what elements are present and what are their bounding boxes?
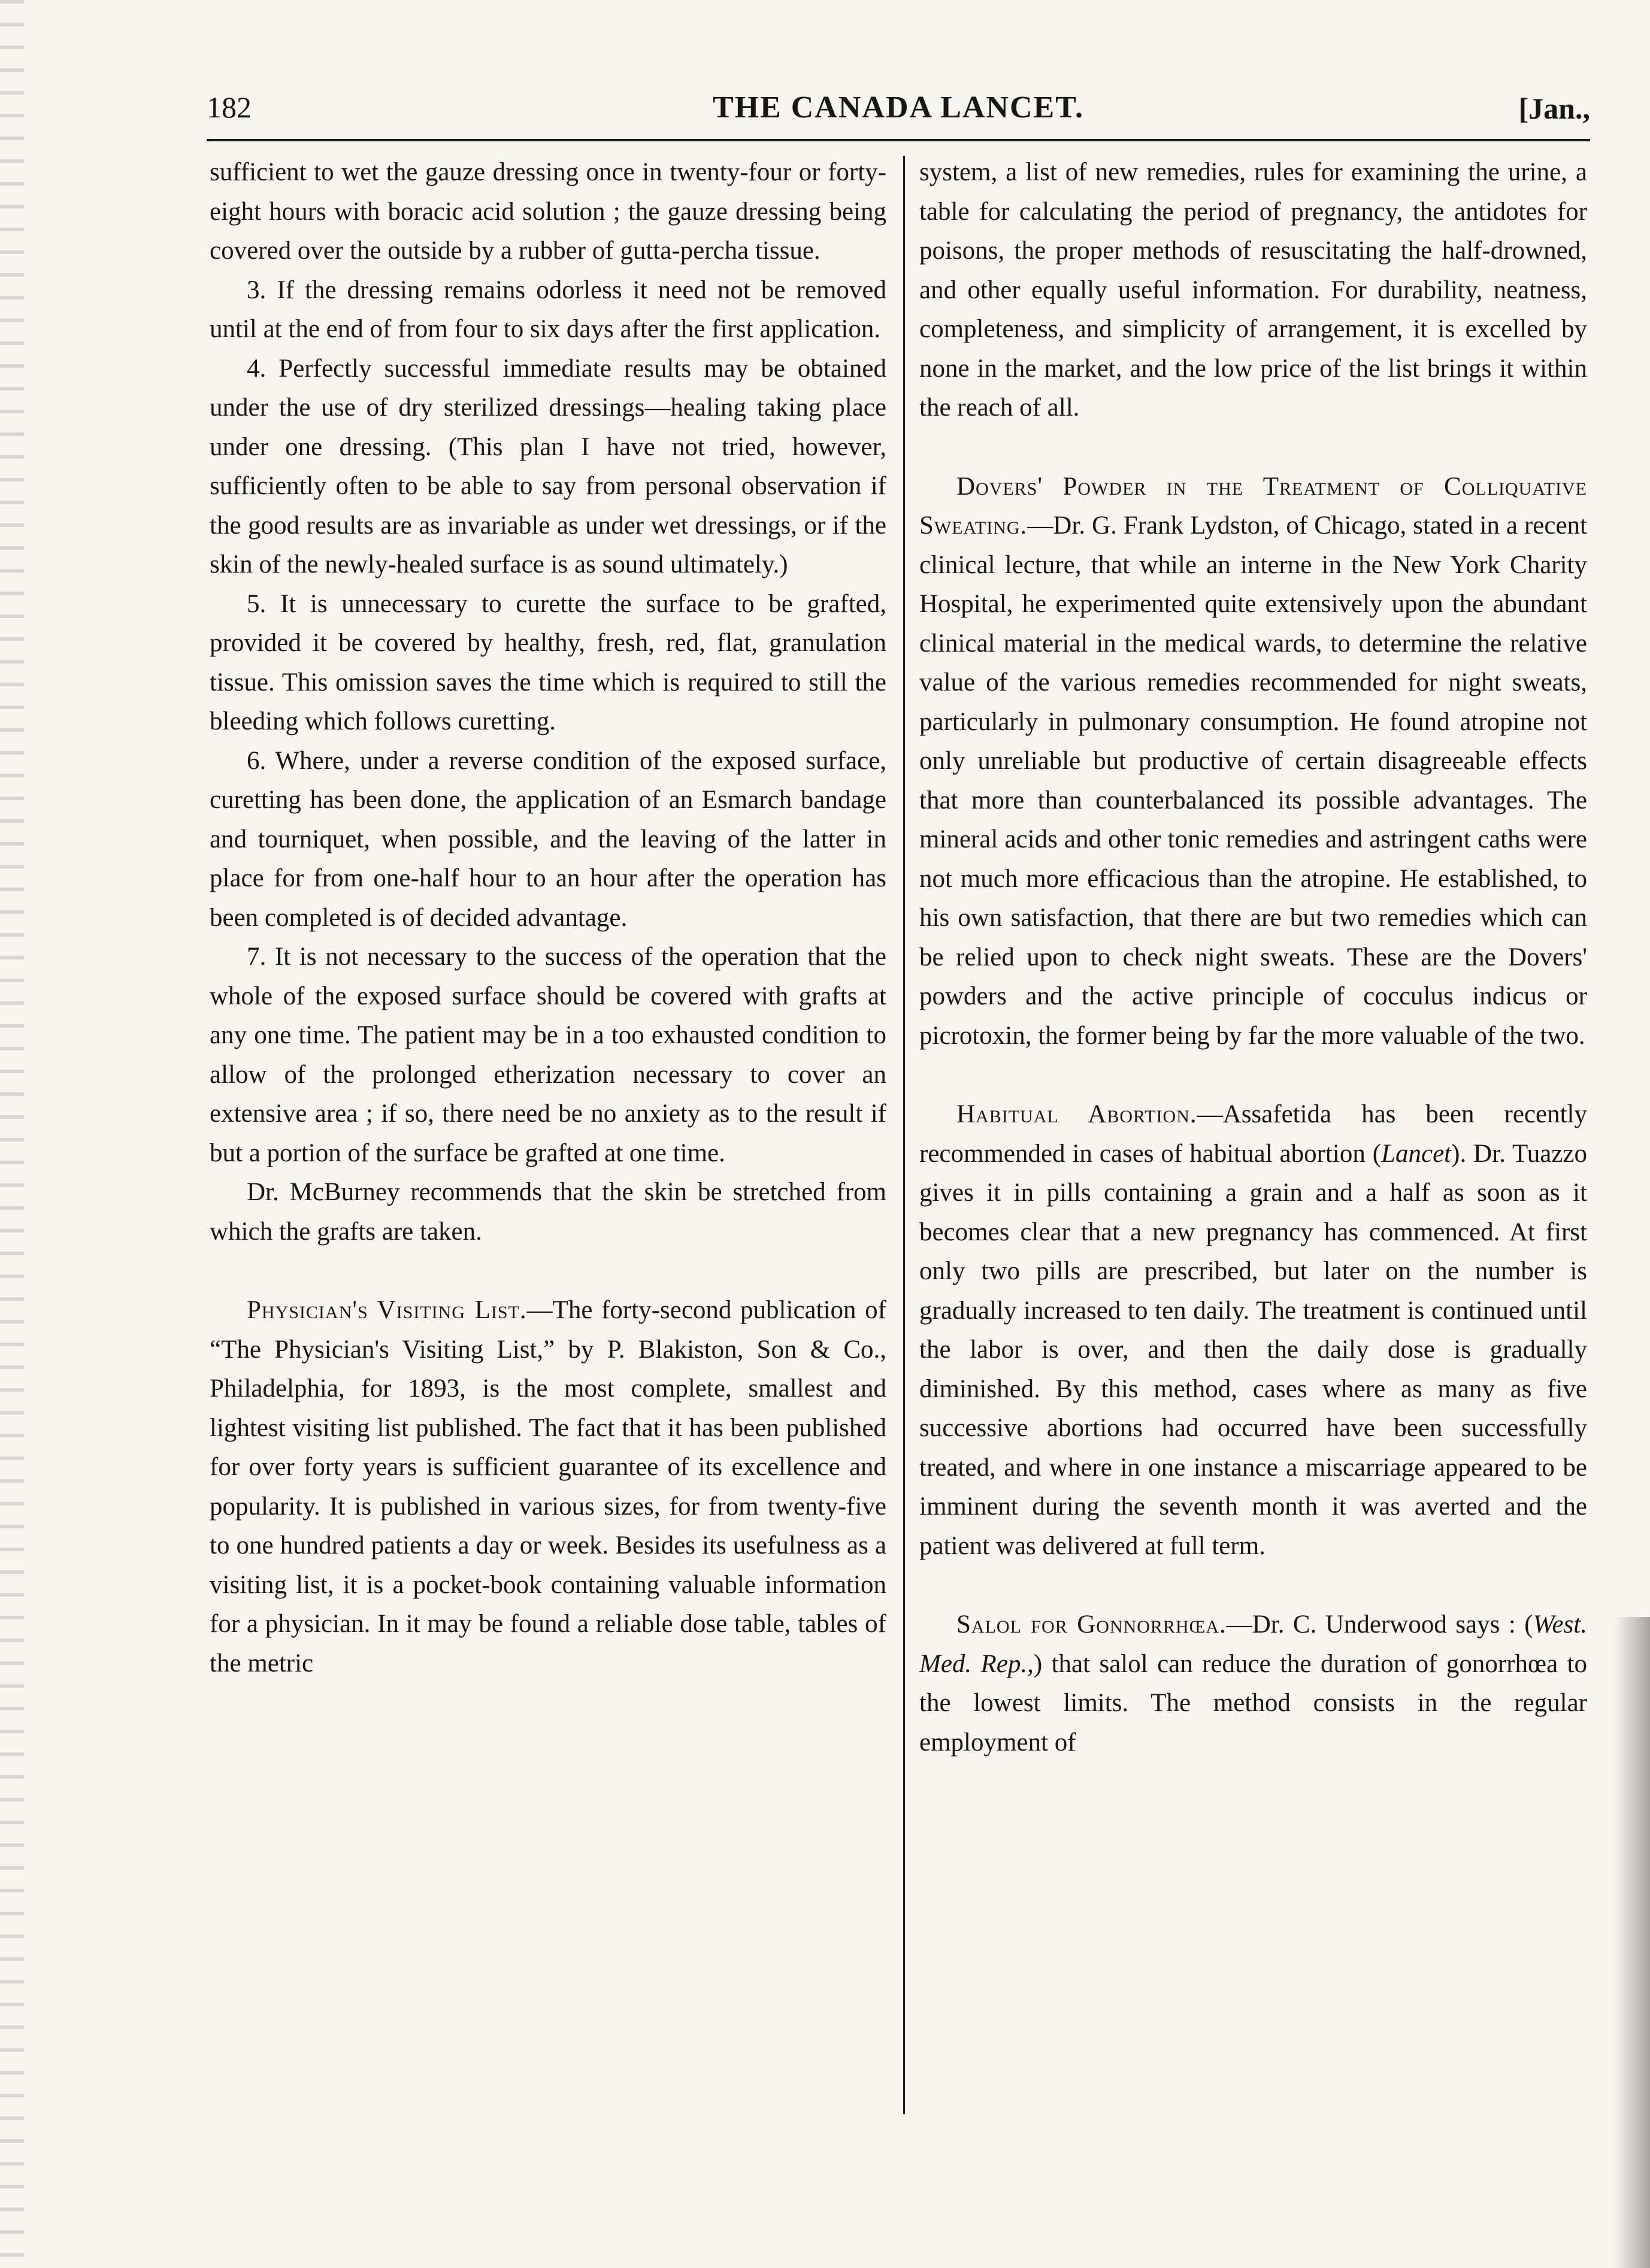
article-body: —Dr. G. Frank Lydston, of Chicago, stated in a recent clinical lecture, that while an interne in the New York Charity Hospital, he experimented quite extensively upon the abundant clinical material in the medical wards, to determine the relative value of the various remedies recommended for night sweats, particularly in pulmonary consumption. He found atropine not only unreliable but productive of certain disagreeable effects that more than counterbalanced its possible advantages. The mineral acids and other tonic remedies and astringent caths were not much more efficacious than the atropine. He established, to his own satisfaction, that there are but two remedies which can be relied upon to check night sweats. These are the Dovers' powders and the active principle of cocculus indicus or picrotoxin, the former being by far the more valuable of the two.: [919, 511, 1587, 1050]
right-column: [919, 153, 1587, 1762]
scan-edge-right: [1614, 1617, 1650, 2268]
article-body: —Assafetida has been recently recommended in cases of habitual abortion (: [919, 1100, 1587, 1168]
left-column: [210, 153, 886, 1683]
article-body: ) that salol can reduce the duration of gonorrhœa to the lowest limits. The method consists in the regular employment of: [919, 1649, 1587, 1757]
paragraph: 7. It is not necessary to the success of the operation that the whole of the exposed surface should be covered with grafts at any one time. The patient may be in a too exhausted condition to allow of the prolonged etherization necessary to cover an extensive area ; if so, there need be no anxiety as to the result if but a portion of the surface be grafted at one time.: [210, 943, 886, 1167]
issue-month: [Jan.,: [1518, 92, 1590, 125]
source-citation: Lancet: [1381, 1139, 1452, 1168]
article-body: ). Dr. Tuazzo gives it in pills containing a grain and a half as soon as it becomes clear that a new pregnancy has commenced. At first only two pills are prescribed, but later on the number is gradually increased to ten daily. The treatment is continued until the labor is over, and then the daily dose is gradually diminished. By this method, cases where as many as five successive abortions had occurred have been successfully treated, and where in one instance a miscarriage appeared to be imminent during the seventh month it was averted and the patient was delivered at full term.: [919, 1139, 1587, 1560]
article-body: —The forty-second publication of “The Physician's Visiting List,” by P. Blakiston, Son & Co., Philadelphia, for 1893, is the most complete, smallest and lightest visiting list published. The fact that it has been published for over forty years is sufficient guarantee of its excellence and popularity. It is published in various sizes, for from twenty-five to one hundred patients a day or week. Besides its usefulness as a visiting list, it is a pocket-book containing valuable information for a physician. In it may be found a reliable dose table, tables of the metric: [210, 1296, 886, 1677]
header-rule: [207, 139, 1590, 141]
source-citation: West. Med. Rep.,: [919, 1610, 1587, 1678]
paragraph: system, a list of new remedies, rules for examining the urine, a table for calculating the period of pregnancy, the antidotes for poisons, the proper methods of resuscitating the half-drowned, and other equally useful information. For durability, neatness, completeness, and simplicity of arrangement, it is excelled by none in the market, and the low price of the list brings it within the reach of all.: [919, 158, 1587, 422]
paragraph: 5. It is unnecessary to curette the surface to be grafted, provided it be covered by healthy, fresh, red, flat, granulation tissue. This omission saves the time which is required to still the bleeding which follows curetting.: [210, 589, 886, 735]
paragraph: 3. If the dressing remains odorless it need not be removed until at the end of from four to six days after the first application.: [210, 275, 886, 343]
page-number: 182: [207, 90, 252, 124]
article-heading: Salol for Gonnorrhœa.: [956, 1610, 1227, 1639]
article-visiting-list: [210, 1291, 886, 1683]
journal-title: THE CANADA LANCET.: [712, 90, 1085, 125]
article-body: —Dr. C. Underwood says : (: [1226, 1610, 1533, 1639]
article-heading: Dovers' Powder in the Treatment of Colliquative Sweating.: [919, 472, 1587, 540]
paragraph: Dr. McBurney recommends that the skin be stretched from which the grafts are taken.: [210, 1178, 886, 1246]
article-dovers-powder: [919, 467, 1587, 1056]
paragraph: 6. Where, under a reverse condition of the exposed surface, curetting has been done, the application of an Esmarch bandage and tourniquet, when possible, and the leaving of the latter in place for from one-half hour to an hour after the operation has been completed is of decided advantage.: [210, 746, 886, 932]
paragraph: 4. Perfectly successful immediate results may be obtained under the use of dry sterilized dressings—healing taking place under one dressing. (This plan I have not tried, however, sufficiently often to be able to say from personal observation if the good results are as invariable as under wet dressings, or if the skin of the newly-healed surface is as sound ultimately.): [210, 354, 886, 579]
scan-edge-left: [0, 0, 24, 2268]
article-heading: Habitual Abortion.: [956, 1100, 1197, 1128]
article-habitual-abortion: [919, 1095, 1587, 1566]
article-heading: Physician's Visiting List.: [247, 1296, 527, 1324]
paragraph: sufficient to wet the gauze dressing once in twenty-four or forty-eight hours with boracic acid solution ; the gauze dressing being covered over the outside by a rubber of gutta-percha tissue.: [210, 158, 886, 265]
article-salol: [919, 1605, 1587, 1762]
column-divider: [903, 156, 905, 2114]
